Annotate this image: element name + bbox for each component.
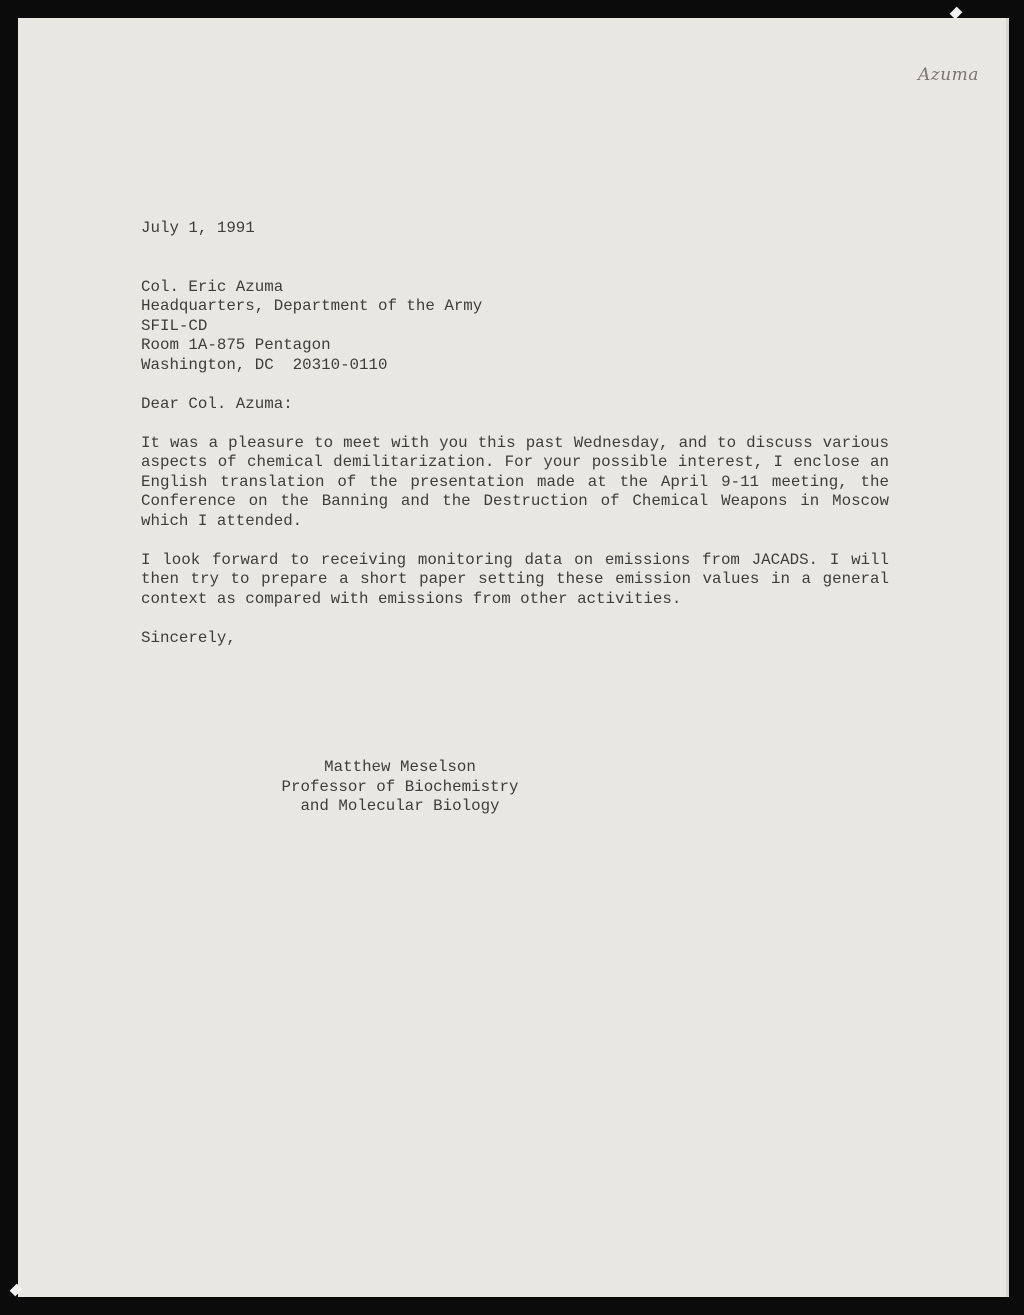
- address-line: Room 1A-875 Pentagon: [141, 336, 331, 354]
- address-line: Headquarters, Department of the Army: [141, 297, 483, 315]
- salutation: Dear Col. Azuma:: [141, 394, 293, 413]
- signer-title: Professor of Biochemistry: [281, 777, 519, 796]
- body-paragraph-1: It was a pleasure to meet with you this past Wednesday, and to discuss various aspects of chemical demilitarization. For your possible interest, I enclose an English translation of the presentation made at the April 9-11 meeting, the Conference on the Banning and the Destruction of Chemical Weapons in Moscow which I attended.: [141, 433, 889, 530]
- letter-page: [18, 18, 1009, 1297]
- signer-name: Matthew Meselson: [324, 758, 476, 776]
- signature-block: [141, 758, 889, 817]
- handwritten-note: Azuma: [918, 65, 979, 85]
- address-line: Col. Eric Azuma: [141, 277, 284, 296]
- closing: Sincerely,: [141, 628, 236, 647]
- signer-department: and Molecular Biology: [300, 797, 500, 815]
- body-paragraph-2: I look forward to receiving monitoring data on emissions from JACADS. I will then try to prepare a short paper setting these emission values in a general context as compared with emissions from other activities.: [141, 550, 889, 608]
- letter-body: [141, 219, 889, 648]
- letter-date: July 1, 1991: [141, 219, 255, 237]
- address-line: SFIL-CD: [141, 316, 208, 335]
- recipient-address: [141, 278, 889, 376]
- address-line: Washington, DC 20310-0110: [141, 355, 388, 374]
